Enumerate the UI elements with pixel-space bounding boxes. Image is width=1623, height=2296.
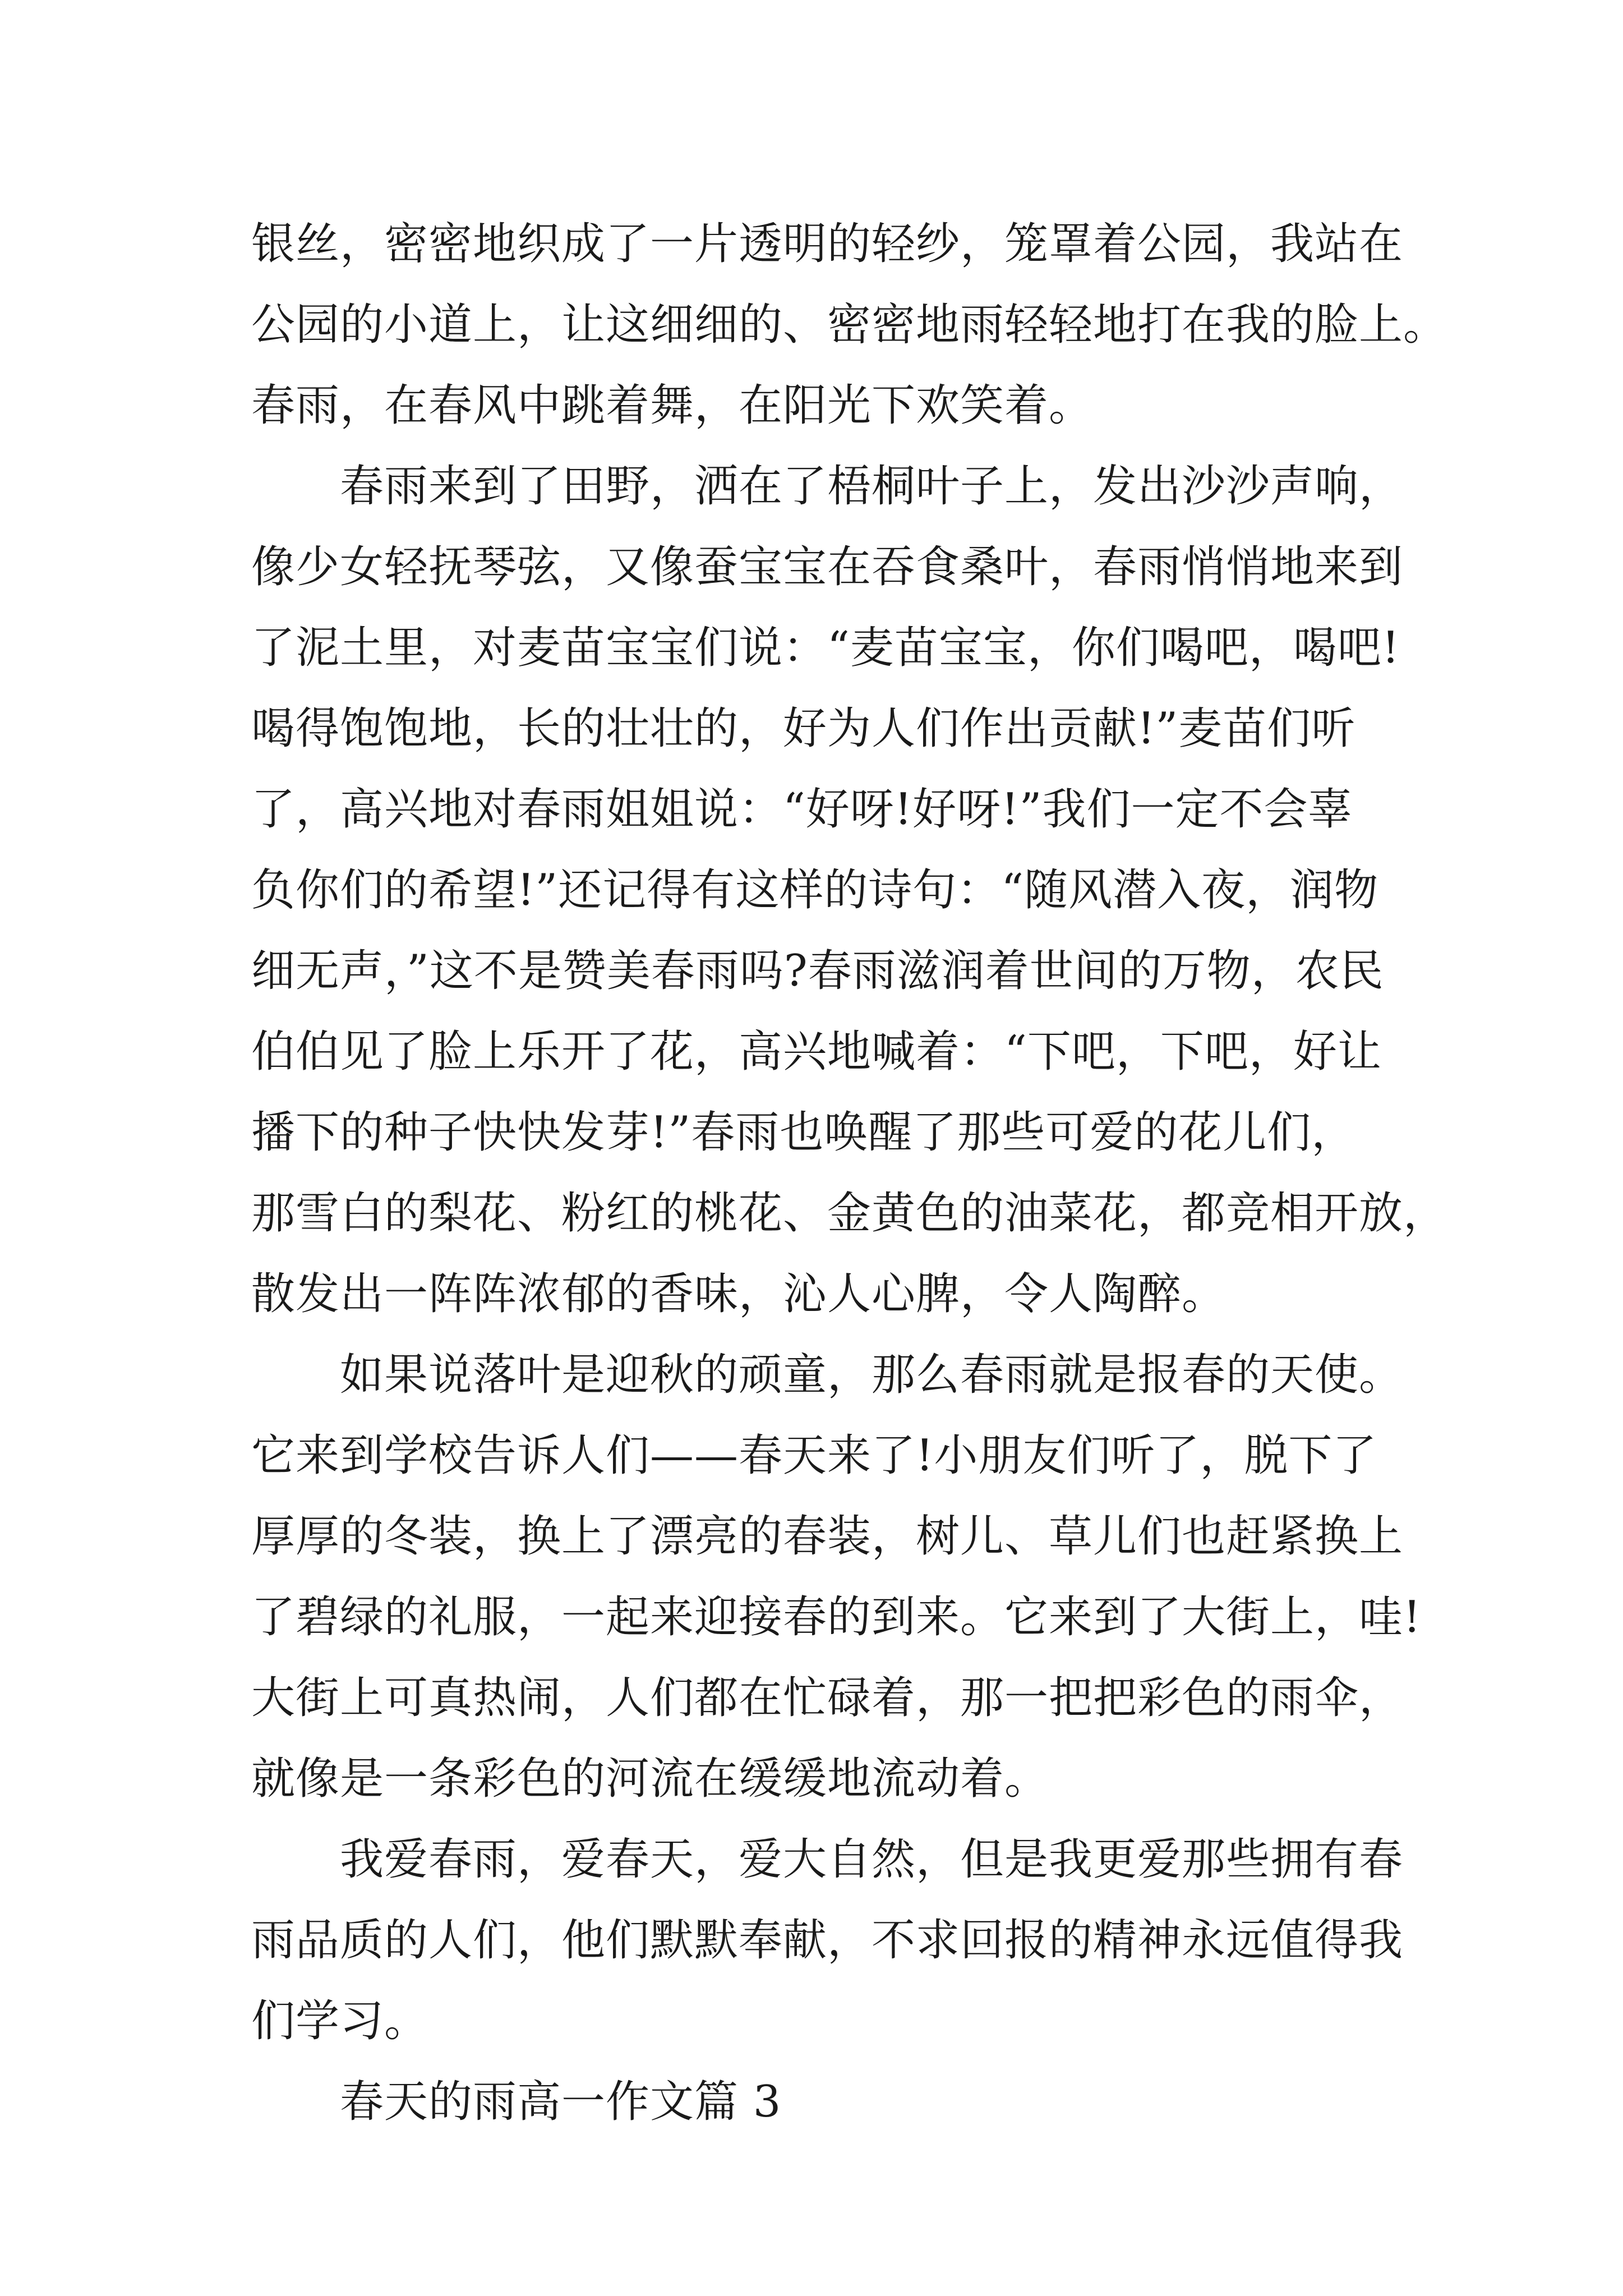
text-line: 它来到学校告诉人们——春天来了!小朋友们听了，脱下了 xyxy=(251,1430,1377,1481)
section-heading: 春天的雨高一作文篇 3 xyxy=(340,2077,782,2127)
text-line: 像少女轻抚琴弦，又像蚕宝宝在吞食桑叶，春雨悄悄地来到 xyxy=(251,542,1404,592)
text-line: 伯伯见了脸上乐开了花，高兴地喊着：“下吧，下吧，好让 xyxy=(251,1027,1382,1077)
text-line: 了，高兴地对春雨姐姐说：“好呀!好呀!”我们一定不会辜 xyxy=(251,784,1353,835)
essay-body xyxy=(251,204,1448,2142)
text-line: 厚厚的冬装，换上了漂亮的春装，树儿、草儿们也赶紧换上 xyxy=(251,1511,1404,1562)
text-line: 细无声，”这不是赞美春雨吗?春雨滋润着世间的万物，农民 xyxy=(251,946,1384,996)
text-line: 雨品质的人们，他们默默奉献，不求回报的精神永远值得我 xyxy=(251,1915,1404,1966)
text-line: 负你们的希望!”还记得有这样的诗句：“随风潜入夜，润物 xyxy=(251,865,1379,915)
text-line: 春雨来到了田野，洒在了梧桐叶子上，发出沙沙声响， xyxy=(340,461,1404,512)
text-line: 银丝，密密地织成了一片透明的轻纱，笼罩着公园，我站在 xyxy=(251,219,1404,269)
text-line: 如果说落叶是迎秋的顽童，那么春雨就是报春的天使。 xyxy=(340,1350,1404,1400)
text-line: 就像是一条彩色的河流在缓缓地流动着。 xyxy=(251,1754,1049,1804)
text-line: 春雨，在春风中跳着舞，在阳光下欢笑着。 xyxy=(251,380,1094,431)
text-line: 了泥土里，对麦苗宝宝们说：“麦苗宝宝，你们喝吧，喝吧! xyxy=(251,623,1400,673)
text-line: 那雪白的梨花、粉红的桃花、金黄色的油菜花，都竞相开放， xyxy=(251,1188,1448,1239)
text-line: 喝得饱饱地，长的壮壮的，好为人们作出贡献!”麦苗们听 xyxy=(251,703,1356,754)
text-line: 播下的种子快快发芽!”春雨也唤醒了那些可爱的花儿们， xyxy=(251,1107,1356,1158)
text-line: 们学习。 xyxy=(251,1996,429,2046)
text-line: 散发出一阵阵浓郁的香味，沁人心脾，令人陶醉。 xyxy=(251,1269,1227,1319)
text-line: 公园的小道上，让这细细的、密密地雨轻轻地打在我的脸上。 xyxy=(251,300,1448,350)
text-line: 我爱春雨，爱春天，爱大自然，但是我更爱那些拥有春 xyxy=(340,1834,1404,1885)
text-line: 了碧绿的礼服，一起来迎接春的到来。它来到了大街上，哇! xyxy=(251,1592,1422,1642)
text-line: 大街上可真热闹，人们都在忙碌着，那一把把彩色的雨伞， xyxy=(251,1673,1404,1723)
